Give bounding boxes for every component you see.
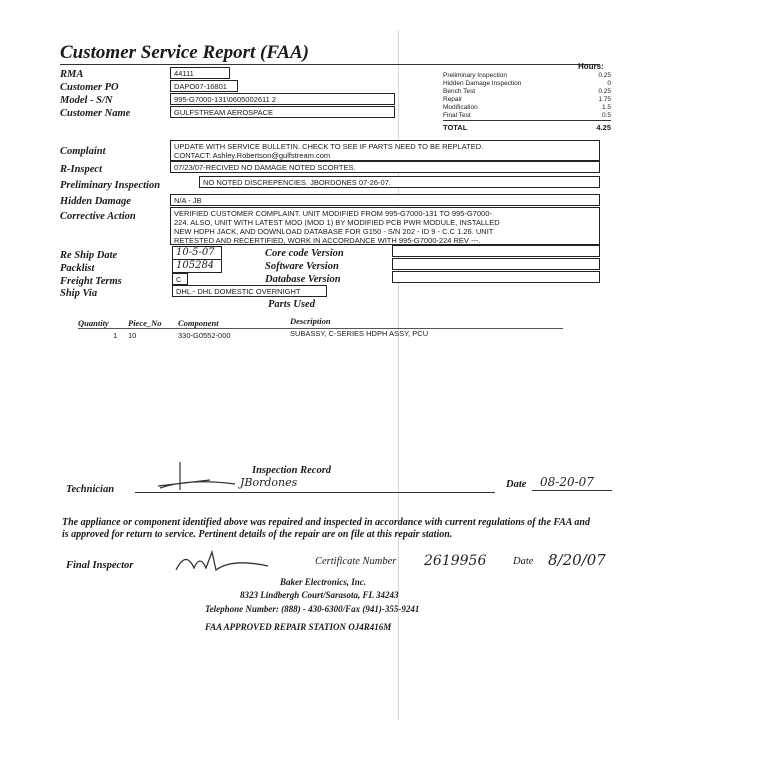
customer-name-label: Customer Name xyxy=(60,108,131,119)
reship-date-field: 10-5-07 xyxy=(172,246,222,260)
hours-total-rule xyxy=(443,120,611,121)
database-version-label: Database Version xyxy=(265,274,341,285)
certificate-number-value: 2619956 xyxy=(424,553,487,569)
rma-label: RMA xyxy=(60,69,84,80)
hours-row-label: Modification xyxy=(443,104,478,111)
part-piece-no: 10 xyxy=(128,331,137,340)
repair-station-id: FAA APPROVED REPAIR STATION OJ4R416M xyxy=(205,622,392,632)
certification-statement: The appliance or component identified above was repaired and inspected in accordance with current regulations of the FAA and is approved for return to service. Pertinent details of the repair are on file at this repair station. xyxy=(62,517,590,540)
parts-used-title: Parts Used xyxy=(268,299,315,310)
reship-date-label: Re Ship Date xyxy=(60,250,118,261)
hours-row-value: 0 xyxy=(607,80,611,87)
hours-row xyxy=(443,88,611,95)
rma-field: 44111 xyxy=(170,67,230,79)
model-sn-label: Model - S/N xyxy=(60,95,113,106)
database-version-field xyxy=(392,271,600,283)
hours-row xyxy=(443,104,611,111)
part-component: 330-G0552-000 xyxy=(178,331,231,340)
ship-via-field: DHL - DHL DOMESTIC OVERNIGHT xyxy=(172,285,327,297)
customer-po-field: DAPO07-16801 xyxy=(170,80,238,92)
corrective-action-label: Corrective Action xyxy=(60,211,136,222)
final-date-value: 8/20/07 xyxy=(548,551,606,569)
model-sn-field: 995-G7000-131\0605002611 2 xyxy=(170,93,395,105)
technician-signature: JBordones xyxy=(240,476,298,489)
technician-date-label: Date xyxy=(506,479,527,490)
freight-terms-label: Freight Terms xyxy=(60,276,122,287)
hours-row-label: Bench Test xyxy=(443,88,476,95)
part-description: SUBASSY, C-SERIES HDPH ASSY, PCU xyxy=(290,329,429,338)
freight-terms-field: C xyxy=(172,273,188,285)
customer-po-label: Customer PO xyxy=(60,82,119,93)
corrective-action-field: VERIFIED CUSTOMER COMPLAINT. UNIT MODIFIED FROM 995-G7000-131 TO 995-G7000- 224. ALSO, UNIT WITH LATEST MOD (MOD 1) BY MODIFIED PCB PWR MODULE, INSTALLED NEW HDPH JACK, AND DOWNLOAD DATABASE FOR G150 - S/N 202 - ID 9 - C.C 1.26. UNIT RETESTED AND RECERTIFIED, WORK IN ACCORDANCE WITH 995-G7000-224 REV ---. xyxy=(170,207,600,245)
preliminary-inspection-label: Preliminary Inspection xyxy=(60,180,161,191)
hours-row xyxy=(443,80,611,87)
preliminary-inspection-field: NO NOTED DISCREPENCIES. JBORDONES 07-26-07. xyxy=(199,176,600,188)
r-inspect-field: 07/23/07-RECIVED NO DAMAGE NOTED SCORTES. xyxy=(170,161,600,173)
certificate-number-label: Certificate Number xyxy=(315,556,397,567)
ship-via-label: Ship Via xyxy=(60,288,98,299)
final-date-label: Date xyxy=(513,556,534,567)
hours-row-label: Final Test xyxy=(443,112,471,119)
hours-row-value: 0.5 xyxy=(601,112,611,119)
technician-date: 08-20-07 xyxy=(540,475,594,489)
packlist-field: 105284 xyxy=(172,259,222,273)
hours-total-value: 4.25 xyxy=(596,123,611,132)
company-address: 8323 Lindbergh Court/Sarasota, FL 34243 xyxy=(240,590,399,600)
part-qty: 1 xyxy=(113,331,118,340)
hours-total-label: TOTAL xyxy=(443,123,468,132)
final-inspector-label: Final Inspector xyxy=(66,560,134,571)
report-title: Customer Service Report (FAA) xyxy=(60,42,309,63)
core-code-version-field xyxy=(392,245,600,257)
col-component: Component xyxy=(178,318,219,328)
title-underline xyxy=(60,64,600,65)
hours-row-label: Preliminary Inspection xyxy=(443,72,507,79)
hours-row xyxy=(443,72,611,79)
hours-title: Hours: xyxy=(578,62,604,71)
hours-row-value: 0.25 xyxy=(598,72,611,79)
col-description: Description xyxy=(290,316,331,326)
hidden-damage-label: Hidden Damage xyxy=(60,196,131,207)
hours-row xyxy=(443,96,611,103)
hours-row-label: Hidden Damage Inspection xyxy=(443,80,522,87)
customer-name-field: GULFSTREAM AEROSPACE xyxy=(170,106,395,118)
hours-row-value: 0.25 xyxy=(598,88,611,95)
hours-total-row xyxy=(443,123,611,132)
col-quantity: Quantity xyxy=(78,318,109,328)
r-inspect-label: R-Inspect xyxy=(60,164,102,175)
hours-row-value: 1.75 xyxy=(598,96,611,103)
complaint-label: Complaint xyxy=(60,146,106,157)
fold-crease xyxy=(398,30,399,720)
packlist-label: Packlist xyxy=(60,263,95,274)
hours-row-value: 1.5 xyxy=(601,104,611,111)
technician-signature-mark xyxy=(150,458,240,494)
complaint-field: UPDATE WITH SERVICE BULLETIN. CHECK TO SEE IF PARTS NEED TO BE REPLATED. CONTACT: Ashley.Robertson@gulfstream.com xyxy=(170,140,600,161)
company-phone: Telephone Number: (888) - 430-6300/Fax (941)-355-9241 xyxy=(205,604,420,614)
col-piece-no: Piece_No xyxy=(128,318,162,328)
hours-row xyxy=(443,112,611,119)
technician-date-line xyxy=(532,490,612,491)
hidden-damage-field: N/A - JB xyxy=(170,194,600,206)
software-version-field xyxy=(392,258,600,270)
inspection-record-title: Inspection Record xyxy=(252,465,332,476)
hours-row-label: Repair xyxy=(443,96,463,103)
final-inspector-signature xyxy=(172,548,272,576)
software-version-label: Software Version xyxy=(265,261,339,272)
company-name: Baker Electronics, Inc. xyxy=(280,577,367,587)
technician-label: Technician xyxy=(66,484,115,495)
core-code-version-label: Core code Version xyxy=(265,248,344,259)
